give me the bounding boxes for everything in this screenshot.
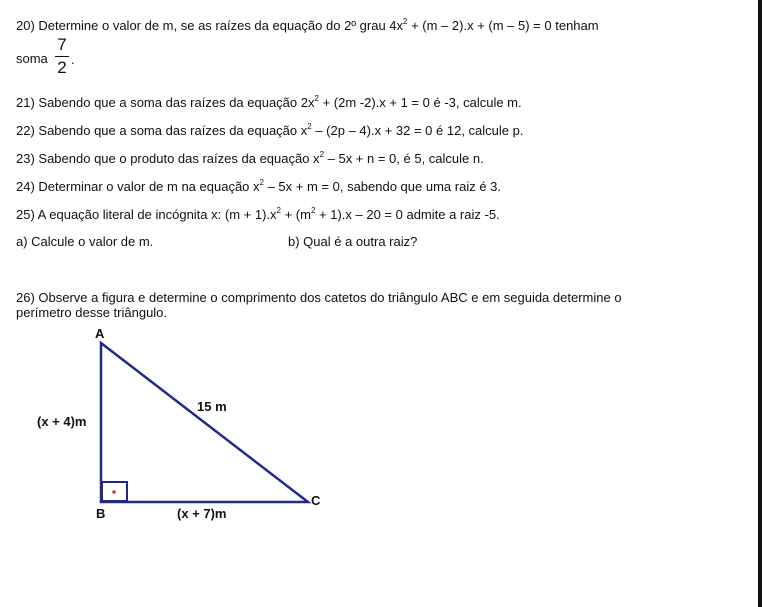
- question-20-line1: 20) Determine o valor de m, se as raízes da equação do 2º grau $4x^2 + (m - 2).x + (m - 5) = 0$ tenham: [16, 17, 599, 33]
- hypotenuse-label: 15 m: [197, 399, 227, 414]
- question-25: 25) A equação literal de incógnita x: $(m + 1).x^2 + (m^2 + 1).x - 20 = 0$ admite a raiz -5.: [16, 206, 500, 222]
- vertex-b-label: B: [96, 506, 106, 521]
- question-20-soma: soma: [16, 51, 48, 66]
- vertex-c-label: C: [311, 493, 321, 508]
- triangle-abc: [101, 343, 308, 502]
- question-24: 24) Determinar o valor de m na equação $x^2 - 5x + m = 0$, sabendo que uma raiz é 3.: [16, 178, 502, 194]
- right-angle-dot: [113, 491, 116, 494]
- question-26-line1: 26) Observe a figura e determine o comprimento dos catetos do triângulo ABC e em seguida determine o: [16, 290, 622, 305]
- vertex-a-label: A: [95, 326, 105, 341]
- question-25-part-a: a) Calcule o valor de m.: [16, 234, 154, 249]
- left-leg-label: (x + 4)m: [37, 414, 87, 429]
- question-22: 22) Sabendo que a soma das raízes da equação $x^2 - (2p - 4).x + 32 = 0$ é 12, calcule p.: [16, 122, 524, 138]
- question-26-line2: perímetro desse triângulo.: [16, 305, 168, 320]
- fraction-denominator: 2: [57, 58, 67, 77]
- question-25-part-b: b) Qual é a outra raiz?: [288, 234, 418, 249]
- question-21: 21) Sabendo que a soma das raízes da equação $2x^2 + (2m$ -2).x + 1 = 0 é -3, calcule m.: [16, 94, 522, 110]
- fraction-period: .: [71, 52, 75, 67]
- bottom-leg-label: (x + 7)m: [177, 506, 227, 521]
- fraction-numerator: 7: [57, 35, 67, 54]
- question-23: 23) Sabendo que o produto das raízes da equação $x^2 - 5x + n = 0$, é 5, calcule n.: [16, 150, 484, 166]
